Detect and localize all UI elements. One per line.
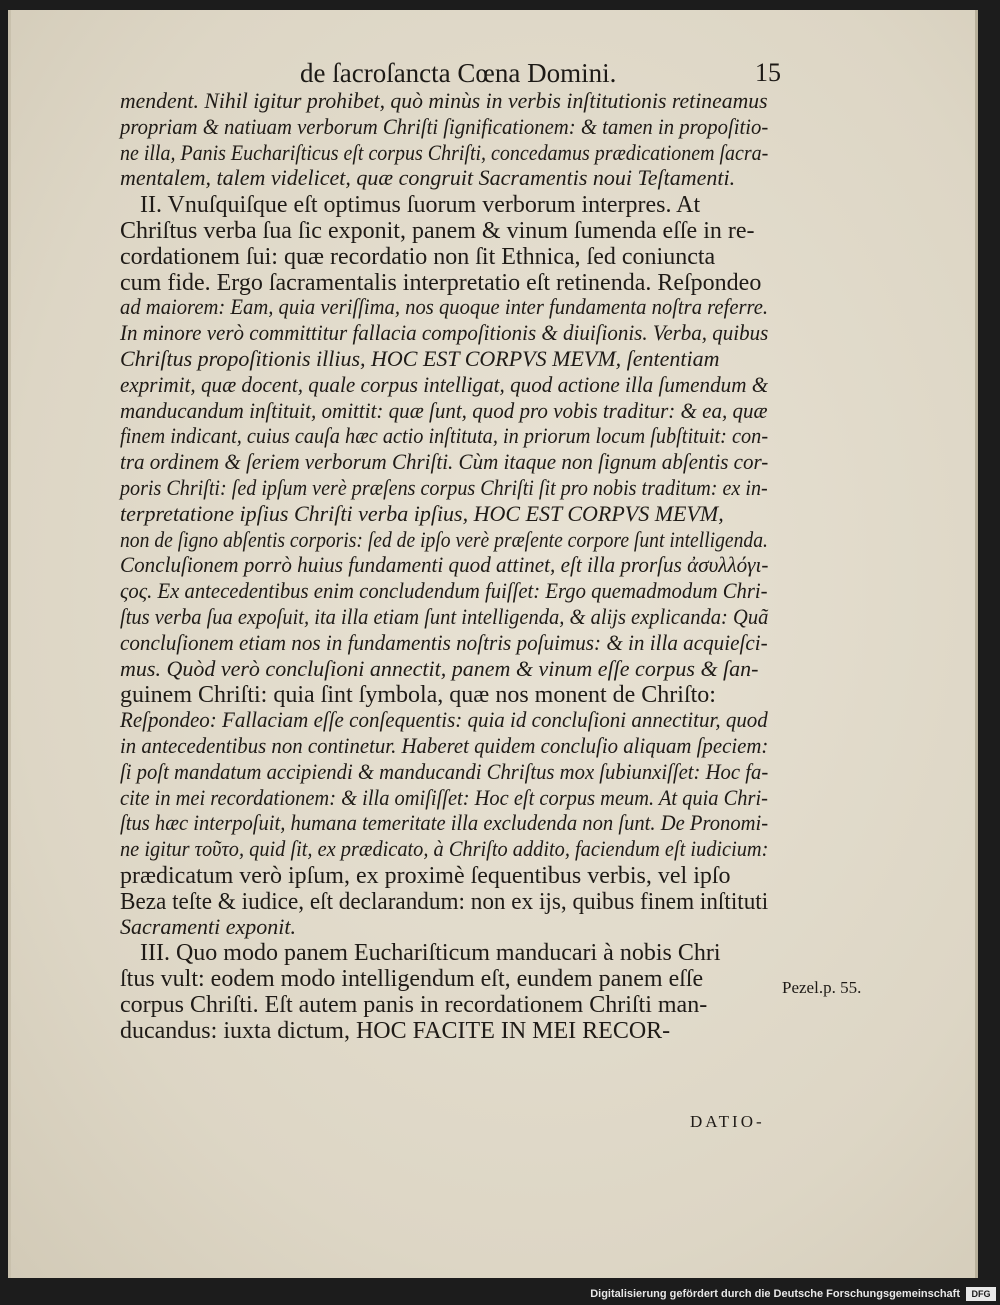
text-line: cordationem ſui: quæ recordatio non ſit Ethnica, ſed coniuncta bbox=[120, 243, 716, 270]
page-number: 15 bbox=[755, 58, 781, 87]
text-line: guinem Chriſti: quia ſint ſymbola, quæ nos monent de Chriſto: bbox=[120, 682, 716, 709]
text-line: mus. Quòd verò concluſioni annectit, panem & vinum eſſe corpus & ſan- bbox=[120, 655, 759, 681]
text-line: terpretatione ipſius Chriſti verba ipſius, HOC EST CORPVS MEVM, bbox=[120, 500, 724, 526]
text-line: Chriſtus verba ſua ſic exponit, panem & vinum ſumenda eſſe in re- bbox=[120, 218, 755, 244]
text-line: Beza teſte & iudice, eſt declarandum: non ex ijs, quibus finem inſtituti bbox=[120, 888, 769, 915]
dfg-logo-icon: DFG bbox=[966, 1287, 996, 1301]
text-line: mentalem, talem videlicet, quæ congruit Sacramentis noui Teſtamenti. bbox=[120, 165, 736, 191]
text-line: in antecedentibus non continetur. Haberet quidem concluſio aliquam ſpeciem: bbox=[120, 733, 769, 758]
text-line: ſtus verba ſua expoſuit, ita illa etiam ſunt intelligenda, & alijs explicanda: Quã bbox=[120, 604, 769, 629]
text-line: Chriſtus propoſitionis illius, HOC EST CORPVS MEVM, ſententiam bbox=[120, 346, 720, 371]
text-line: II. Vnuſquiſque eſt optimus ſuorum verborum interpres. At bbox=[140, 192, 701, 219]
text-line: In minore verò committitur fallacia compoſitionis & diuiſionis. Verba, quibus bbox=[120, 320, 769, 346]
footer-credit: Digitalisierung gefördert durch die Deutsche Forschungsgemeinschaft bbox=[590, 1288, 960, 1300]
text-line: ne illa, Panis Euchariſticus eſt corpus Chriſti, concedamus prædicationem ſacra- bbox=[120, 139, 769, 165]
text-line: Sacramenti exponit. bbox=[120, 913, 296, 939]
text-line: cite in mei recordationem: & illa omiſiſſet: Hoc eſt corpus meum. At quia Chri- bbox=[120, 784, 768, 810]
text-line: prædicatum verò ipſum, ex proximè ſequentibus verbis, vel ipſo bbox=[120, 863, 731, 889]
page-edge bbox=[975, 10, 978, 1278]
text-line: propriam & natiuam verborum Chriſti ſignificationem: & tamen in propoſitio- bbox=[120, 113, 769, 139]
text-line: finem indicant, cuius cauſa hæc actio inſtituta, in priorum locum ſubſtituit: con- bbox=[120, 423, 769, 449]
catchword: DATIO- bbox=[690, 1112, 765, 1131]
text-line: exprimit, quæ docent, quale corpus intelligat, quod actione illa ſumendum & bbox=[120, 371, 769, 397]
text-line: ſtus hæc interpoſuit, humana temeritate illa excludenda non ſunt. De Pronomi- bbox=[120, 810, 769, 836]
text-line: ducandus: iuxta dictum, HOC FACITE IN MEI RECOR- bbox=[120, 1017, 671, 1044]
text-line: ad maiorem: Eam, quia veriſſima, nos quoque inter fundamenta noſtra referre. bbox=[120, 294, 769, 320]
running-head: de ſacroſancta Cœna Domini. bbox=[300, 58, 617, 88]
text-line: poris Chriſti: ſed ipſum verè præſens corpus Chriſti ſit pro nobis traditum: ex in- bbox=[120, 475, 768, 500]
text-line: tra ordinem & ſeriem verborum Chriſti. Cùm itaque non ſignum abſentis cor- bbox=[120, 449, 769, 475]
text-line: concluſionem etiam nos in fundamentis noſtris poſuimus: & in illa acquieſci- bbox=[120, 629, 768, 655]
footer-bar bbox=[0, 1284, 1000, 1305]
text-line: ſi poſt mandatum accipiendi & manducandi Chriſtus mox ſubiunxiſſet: Hoc fa- bbox=[120, 758, 769, 784]
text-line: non de ſigno abſentis corporis: ſed de ipſo verè præſente corpore ſunt intelligenda. bbox=[120, 526, 768, 552]
text-line: ne igitur τοῦτο, quid ſit, ex prædicato, à Chriſto addito, faciendum eſt iudicium: bbox=[120, 836, 769, 862]
text-line: Concluſionem porrò huius fundamenti quod attinet, eſt illa prorſus ἀσυλλόγι- bbox=[120, 552, 769, 578]
text-line: mendent. Nihil igitur prohibet, quò minùs in verbis inſtitutionis retineamus bbox=[120, 88, 768, 113]
text-line: corpus Chriſti. Eſt autem panis in recordationem Chriſti man- bbox=[120, 992, 708, 1018]
margin-note: Pezel.p. 55. bbox=[782, 978, 862, 997]
text-line: cum fide. Ergo ſacramentalis interpretatio eſt retinenda. Reſpondeo bbox=[120, 269, 762, 296]
text-line: Reſpondeo: Fallaciam eſſe conſequentis: quia id concluſioni annectitur, quod bbox=[120, 707, 768, 733]
text-line: manducandum inſtituit, omittit: quæ ſunt, quod pro vobis traditur: & ea, quæ bbox=[120, 397, 768, 423]
text-line: ςος. Ex antecedentibus enim concludendum fuiſſet: Ergo quemadmodum Chri- bbox=[120, 578, 768, 604]
text-line: III. Quo modo panem Euchariſticum manducari à nobis Chri bbox=[140, 940, 721, 967]
text-line: ſtus vult: eodem modo intelligendum eſt, eundem panem eſſe bbox=[120, 966, 704, 993]
